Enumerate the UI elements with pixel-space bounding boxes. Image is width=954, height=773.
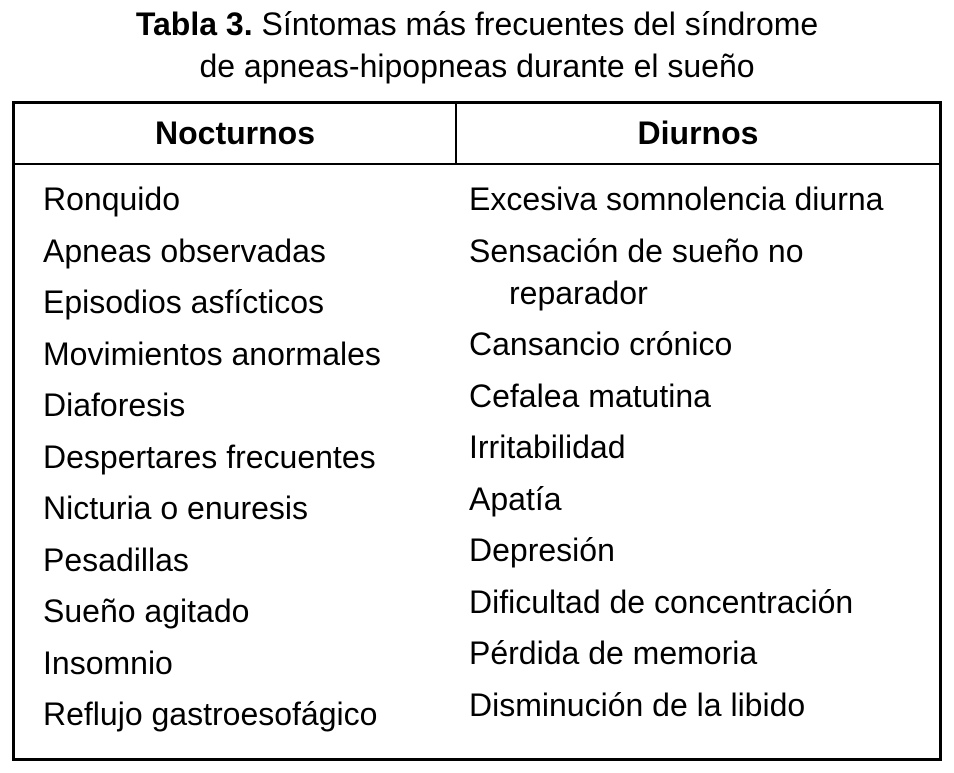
list-item: Diaforesis	[43, 387, 186, 423]
list-item: Pérdida de memoria	[469, 635, 758, 671]
list-item: Depresión	[469, 532, 615, 568]
list-item: Pesadillas	[43, 541, 189, 578]
list-item: Dificultad de concentración	[469, 583, 854, 620]
list-item-line: Sensación de sueño no	[469, 232, 804, 269]
table-header-row	[15, 104, 939, 165]
list-item: Apneas observadas	[43, 232, 326, 269]
list-item: Excesiva somnolencia diurna	[469, 181, 884, 217]
list-item: Insomnio	[43, 644, 173, 681]
list-item: Cefalea matutina	[469, 377, 711, 414]
list-item: Despertares frecuentes	[43, 438, 376, 475]
caption-title-part-1: Síntomas más frecuentes del síndrome	[261, 6, 819, 42]
list-item-multiline	[469, 230, 937, 314]
list-item: Disminución de la libido	[469, 686, 806, 723]
caption-label: Tabla 3.	[135, 6, 253, 42]
caption-line-1	[0, 3, 954, 45]
list-item: Ronquido	[43, 181, 180, 217]
list-item: Episodios asfícticos	[43, 284, 325, 320]
list-item: Reflujo gastroesofágico	[43, 696, 378, 732]
diurnos-column	[469, 178, 937, 735]
header-diurnos: Diurnos	[637, 115, 759, 151]
header-nocturnos: Nocturnos	[15, 104, 457, 163]
list-item: Apatía	[469, 480, 562, 517]
nocturnos-column	[43, 178, 453, 745]
symptoms-table	[12, 101, 942, 761]
list-item: Movimientos anormales	[43, 335, 381, 372]
caption-title-part-2: de apneas-hipopneas durante el sueño	[199, 48, 755, 84]
list-item: Nicturia o enuresis	[43, 490, 308, 526]
table-caption	[0, 3, 954, 87]
list-item: Cansancio crónico	[469, 326, 733, 362]
list-item-continuation: reparador	[509, 274, 648, 311]
list-item: Sueño agitado	[43, 593, 250, 629]
list-item: Irritabilidad	[469, 429, 626, 465]
